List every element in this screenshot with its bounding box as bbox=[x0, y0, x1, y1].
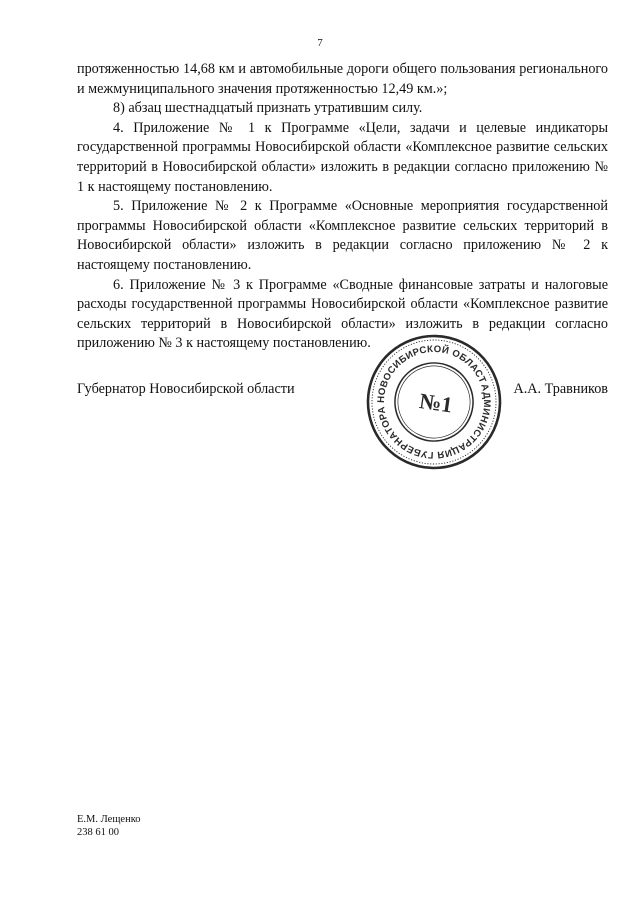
official-seal-stamp bbox=[365, 333, 503, 471]
paragraph-item-8: 8) абзац шестнадцатый признать утратившим силу. bbox=[113, 100, 423, 117]
page-number: 7 bbox=[317, 37, 323, 49]
executor-name: Е.М. Лещенко bbox=[77, 814, 141, 825]
paragraph-item-6: 6. Приложение № 3 к Программе «Сводные финансовые затраты и налоговые расходы государственной программы Новосибирской области «Комплексное развитие сельских территорий в Новосибирской области» изложить в редакции согласно приложению № 3 к настоящему постановлению. bbox=[77, 276, 608, 352]
paragraph-continuation: протяженностью 14,68 км и автомобильные дороги общего пользования регионального и межмуниципального значения протяженностью 12,49 км.»; bbox=[77, 61, 608, 97]
document-body bbox=[77, 60, 608, 354]
svg-text:№1: №1 bbox=[417, 388, 455, 418]
seal-graphic bbox=[365, 333, 503, 471]
signatory-name: А.А. Травников bbox=[513, 381, 608, 397]
executor-phone: 238 61 00 bbox=[77, 827, 119, 838]
paragraph-item-4: 4. Приложение № 1 к Программе «Цели, задачи и целевые индикаторы государственной программы Новосибирской области «Комплексное развитие сельских территорий в Новосибирской области» изложить в редакции согласно приложению № 1 к настоящему постановлению. bbox=[77, 119, 608, 195]
footer-executor-info bbox=[77, 813, 141, 839]
signatory-title: Губернатор Новосибирской области bbox=[77, 381, 295, 397]
paragraph-item-5: 5. Приложение № 2 к Программе «Основные мероприятия государственной программы Новосибирской области «Комплексное развитие сельских территорий в Новосибирской области» изложить в редакции согласно приложению № 2 к настоящему постановлению. bbox=[77, 198, 608, 273]
svg-text:АДМИНИСТРАЦИЯ ГУБЕРНАТОРА НОВО: АДМИНИСТРАЦИЯ ГУБЕРНАТОРА НОВОСИБИРСКОЙ ОБЛАСТИ bbox=[375, 343, 493, 461]
